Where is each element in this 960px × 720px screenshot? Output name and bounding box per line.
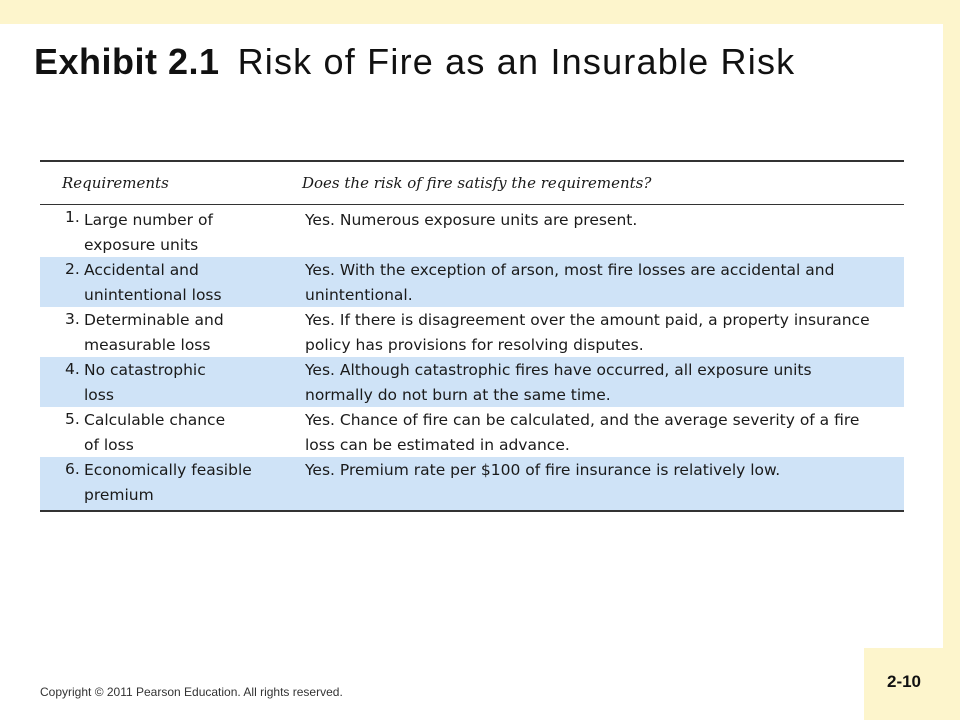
requirement-line: Calculable chance	[84, 411, 226, 429]
table-header-row	[40, 161, 904, 205]
header-requirements: Requirements	[40, 161, 302, 205]
row-number: 4.	[65, 360, 80, 378]
header-satisfy: Does the risk of fire satisfy the requirements?	[302, 161, 904, 205]
requirement-cell	[40, 205, 302, 258]
title-text: Risk of Fire as an Insurable Risk	[237, 41, 796, 82]
requirement-line: measurable loss	[84, 335, 211, 354]
page-number: 2-10	[886, 672, 922, 691]
requirement-line: Determinable and	[84, 311, 224, 329]
table-row	[40, 357, 904, 407]
table-row	[40, 457, 904, 511]
answer-line: normally do not burn at the same time.	[305, 385, 611, 404]
answer-line: Yes. Premium rate per $100 of fire insurance is relatively low.	[305, 461, 781, 479]
copyright-notice: Copyright © 2011 Pearson Education. All rights reserved.	[40, 685, 343, 699]
answer-line: loss can be estimated in advance.	[305, 435, 570, 454]
requirement-line: of loss	[84, 435, 134, 454]
table-row	[40, 407, 904, 457]
row-number: 5.	[65, 410, 80, 428]
answer-line: policy has provisions for resolving disputes.	[305, 335, 644, 354]
answer-line: unintentional.	[305, 285, 413, 304]
requirement-cell	[40, 357, 302, 407]
requirements-table-container	[40, 160, 904, 512]
requirement-line: premium	[84, 485, 154, 504]
answer-cell	[302, 205, 904, 258]
requirement-line: unintentional loss	[84, 285, 222, 304]
exhibit-label: Exhibit 2.1	[34, 41, 220, 82]
answer-line: Yes. Numerous exposure units are present.	[305, 211, 638, 229]
requirement-cell	[40, 407, 302, 457]
table-row	[40, 307, 904, 357]
answer-line: Yes. Although catastrophic fires have occurred, all exposure units	[305, 361, 812, 379]
requirement-line: loss	[84, 385, 114, 404]
requirement-line: No catastrophic	[84, 361, 206, 379]
answer-cell	[302, 457, 904, 511]
page-title	[34, 40, 795, 84]
requirement-line: Accidental and	[84, 261, 199, 279]
answer-line: Yes. Chance of fire can be calculated, and the average severity of a fire	[305, 411, 860, 429]
requirements-table	[40, 160, 904, 512]
answer-line: Yes. With the exception of arson, most fire losses are accidental and	[305, 261, 835, 279]
page-number-box	[864, 648, 944, 720]
row-number: 3.	[65, 310, 80, 328]
answer-cell	[302, 257, 904, 307]
answer-line: Yes. If there is disagreement over the amount paid, a property insurance	[305, 311, 870, 329]
row-number: 1.	[65, 208, 80, 226]
answer-cell	[302, 357, 904, 407]
requirement-cell	[40, 257, 302, 307]
table-row	[40, 205, 904, 258]
requirement-line: exposure units	[84, 235, 199, 254]
requirement-line: Large number of	[84, 211, 213, 229]
requirement-cell	[40, 307, 302, 357]
answer-cell	[302, 307, 904, 357]
row-number: 6.	[65, 460, 80, 478]
answer-cell	[302, 407, 904, 457]
row-number: 2.	[65, 260, 80, 278]
requirement-line: Economically feasible	[84, 461, 252, 479]
requirement-cell	[40, 457, 302, 511]
table-row	[40, 257, 904, 307]
